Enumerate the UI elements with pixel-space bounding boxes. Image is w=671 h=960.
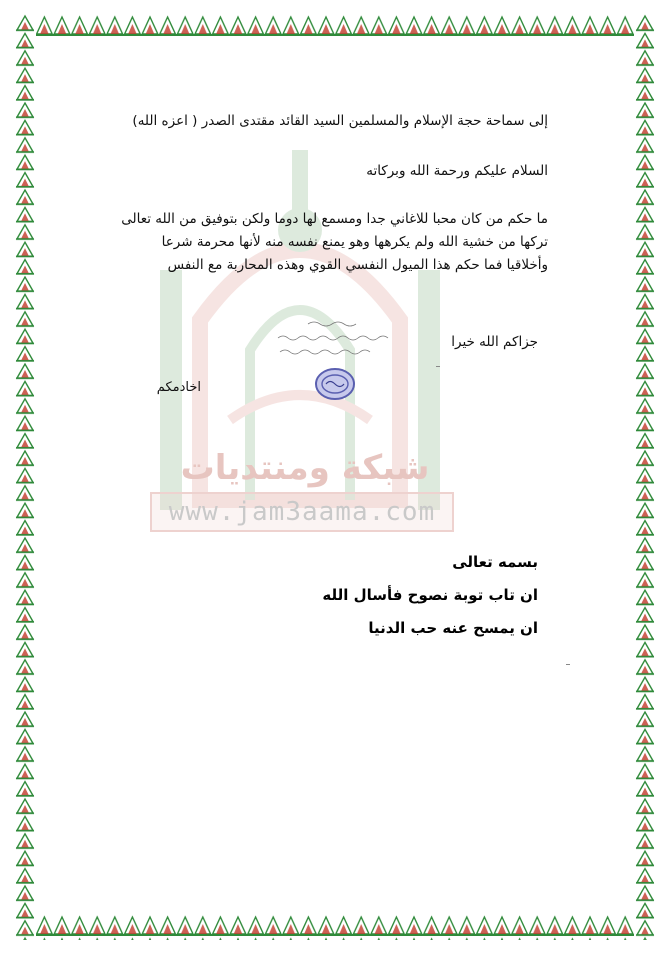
letter-address: إلى سماحة حجة الإسلام والمسلمين السيد القائد مقتدى الصدر ( اعزه الله) xyxy=(132,113,548,129)
decorative-border-top xyxy=(18,14,653,36)
handwritten-note xyxy=(258,318,418,362)
letter-question: ما حكم من كان محبا للاغاني جدا ومسمع لها دوما ولكن بتوفيق من الله تعالى تركها من خشية الله ولم يكرهها وهو يمنع نفسه منه لأنها محرمة شرعا وأخلاقيا فما حكم هذا الميول النفسي القوي وهذه المحاربة مع النفس xyxy=(121,211,548,273)
decorative-border-bottom xyxy=(18,914,653,940)
letter-signature: اخادمكم xyxy=(156,380,201,395)
letter-greeting: السلام عليكم ورحمة الله وبركاته xyxy=(366,163,548,179)
decorative-border-left xyxy=(14,14,36,940)
answer-line-2: ان تاب توبة نصوح فأسال الله xyxy=(322,586,538,604)
answer-block xyxy=(322,546,538,645)
stray-mark xyxy=(566,664,570,665)
letter-thanks: جزاكم الله خيرا xyxy=(451,334,538,350)
stray-mark xyxy=(436,366,440,367)
answer-line-3: ان يمسح عنه حب الدنيا xyxy=(368,619,538,637)
watermark-url: www.jam3aama.com xyxy=(150,492,454,532)
seal-stamp-icon xyxy=(314,366,356,402)
decorative-border-right xyxy=(634,14,656,940)
watermark-brand-text: شبكة ومنتديات xyxy=(180,448,430,488)
answer-line-1: بسمه تعالى xyxy=(452,553,538,571)
